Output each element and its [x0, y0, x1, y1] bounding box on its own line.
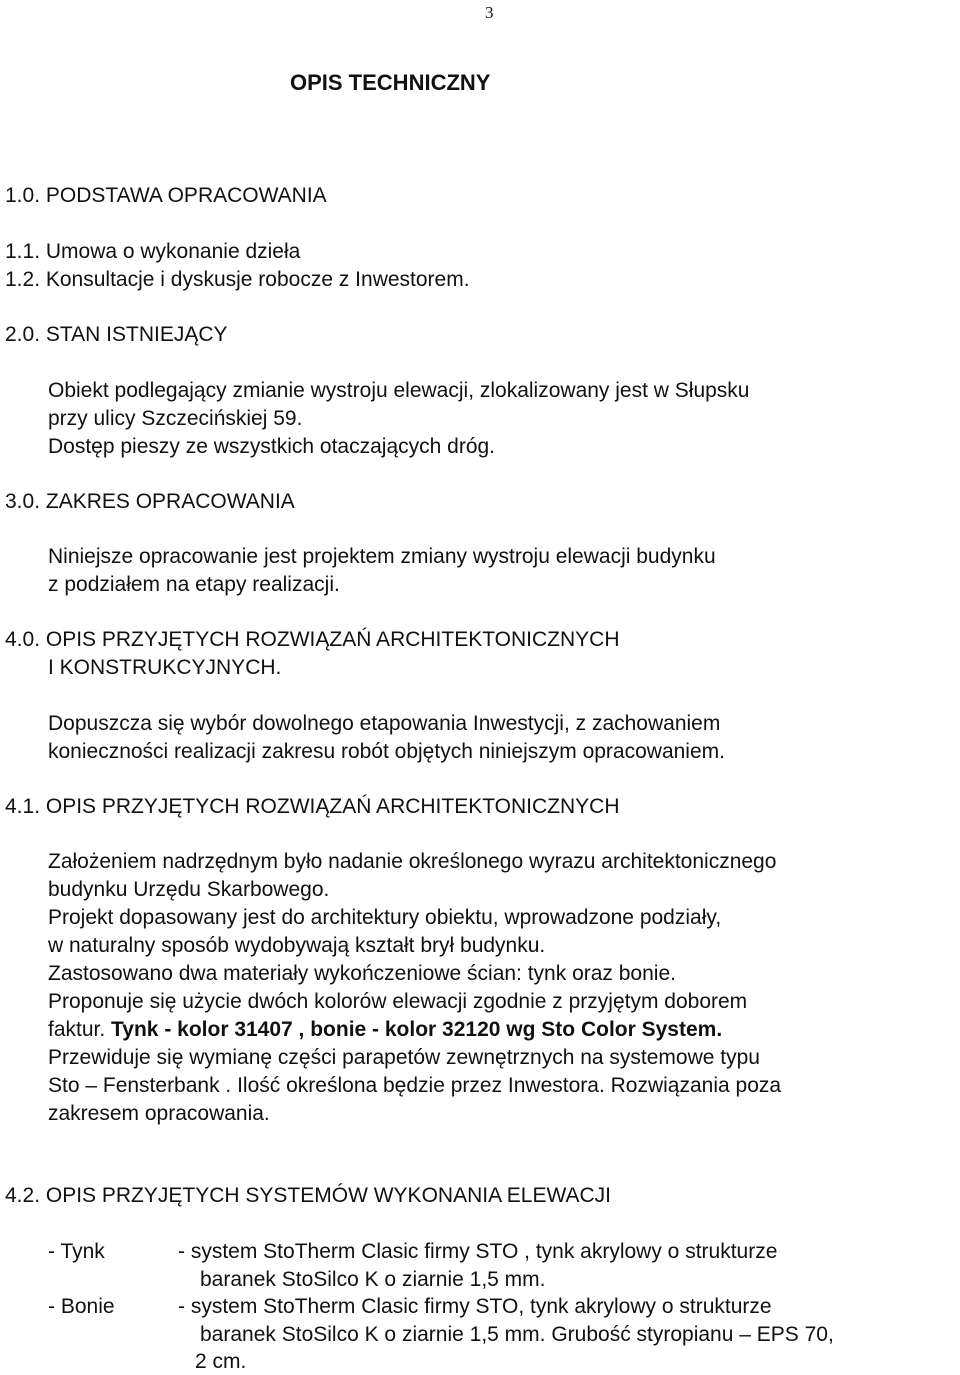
section-2-text-3: Dostęp pieszy ze wszystkich otaczających dróg.	[48, 435, 496, 458]
section-2-heading: 2.0. STAN ISTNIEJĄCY	[5, 323, 228, 346]
color-spec-text: Tynk - kolor 31407 , bonie - kolor 32120 wg Sto Color System.	[111, 1018, 723, 1041]
section-4-2-heading: 4.2. OPIS PRZYJĘTYCH SYSTEMÓW WYKONANIA ELEWACJI	[5, 1184, 611, 1207]
document-title: OPIS TECHNICZNY	[290, 70, 491, 95]
section-3-text-1: Niniejsze opracowanie jest projektem zmiany wystroju elewacji budynku	[48, 545, 716, 568]
section-4-1-text-10: zakresem opracowania.	[48, 1102, 270, 1125]
section-4-1-text-4: w naturalny sposób wydobywają kształt brył budynku.	[48, 934, 546, 957]
faktur-text: faktur.	[48, 1018, 112, 1041]
section-4-text-1: Dopuszcza się wybór dowolnego etapowania Inwestycji, z zachowaniem	[48, 712, 721, 735]
section-4-1-text-7	[48, 1017, 722, 1043]
section-1-1: 1.1. Umowa o wykonanie dzieła	[5, 240, 301, 263]
bonie-desc-1: - system StoTherm Clasic firmy STO, tynk akrylowy o strukturze	[178, 1295, 772, 1318]
section-4-1-text-1: Założeniem nadrzędnym było nadanie określonego wyrazu architektonicznego	[48, 850, 777, 873]
section-4-1-text-3: Projekt dopasowany jest do architektury obiektu, wprowadzone podziały,	[48, 906, 722, 929]
section-4-heading: 4.0. OPIS PRZYJĘTYCH ROZWIĄZAŃ ARCHITEKTONICZNYCH	[5, 628, 620, 651]
section-4-1-text-6: Proponuje się użycie dwóch kolorów elewacji zgodnie z przyjętym doborem	[48, 990, 748, 1013]
tynk-desc-1: - system StoTherm Clasic firmy STO , tynk akrylowy o strukturze	[178, 1240, 778, 1263]
bonie-desc-3: 2 cm.	[195, 1350, 247, 1373]
bonie-label: - Bonie	[48, 1295, 115, 1318]
tynk-desc-2: baranek StoSilco K o ziarnie 1,5 mm.	[200, 1268, 546, 1291]
section-4-1-text-2: budynku Urzędu Skarbowego.	[48, 878, 330, 901]
tynk-label: - Tynk	[48, 1240, 105, 1263]
section-4-1-text-9: Sto – Fensterbank . Ilość określona będzie przez Inwestora. Rozwiązania poza	[48, 1074, 782, 1097]
section-4-1-text-8: Przewiduje się wymianę części parapetów zewnętrznych na systemowe typu	[48, 1046, 760, 1069]
section-4-1-heading: 4.1. OPIS PRZYJĘTYCH ROZWIĄZAŃ ARCHITEKTONICZNYCH	[5, 795, 620, 818]
section-1-2: 1.2. Konsultacje i dyskusje robocze z Inwestorem.	[5, 268, 470, 291]
section-1-heading: 1.0. PODSTAWA OPRACOWANIA	[5, 184, 327, 207]
section-2-text-1: Obiekt podlegający zmianie wystroju elewacji, zlokalizowany jest w Słupsku	[48, 379, 750, 402]
section-4-1-text-5: Zastosowano dwa materiały wykończeniowe ścian: tynk oraz bonie.	[48, 962, 676, 985]
section-3-text-2: z podziałem na etapy realizacji.	[48, 573, 340, 596]
page-number: 3	[485, 3, 494, 22]
section-4-heading-cont: I KONSTRUKCYJNYCH.	[48, 656, 282, 679]
section-4-text-2: konieczności realizacji zakresu robót objętych niniejszym opracowaniem.	[48, 740, 725, 763]
section-2-text-2: przy ulicy Szczecińskiej 59.	[48, 407, 303, 430]
section-3-heading: 3.0. ZAKRES OPRACOWANIA	[5, 490, 295, 513]
bonie-desc-2: baranek StoSilco K o ziarnie 1,5 mm. Grubość styropianu – EPS 70,	[200, 1323, 834, 1346]
